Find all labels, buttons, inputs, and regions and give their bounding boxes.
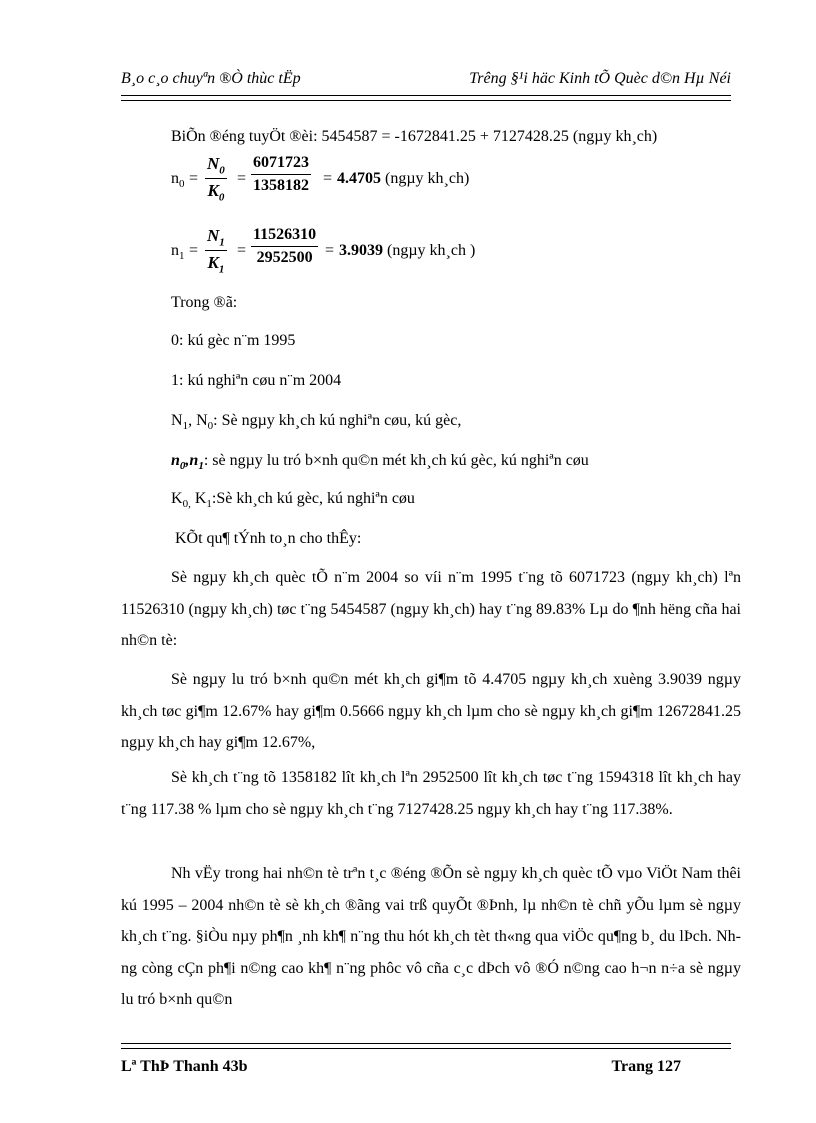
trong-do-label: Trong ®ã: — [171, 294, 238, 311]
research-period-definition: 1: kú nghiªn cøu n¨m 2004 — [171, 372, 342, 389]
result-n1: 3.9039 — [339, 242, 383, 259]
header-university: Trêng §¹i häc Kinh tÕ Quèc d©n Hµ Néi — [469, 70, 731, 87]
header-report-title: B¸o c¸o chuyªn ®Ò thùc tËp — [121, 70, 301, 87]
header-rule — [121, 95, 731, 101]
paragraph-total-change: Sè ngµy kh¸ch quèc tÕ n¨m 2004 so víi n¨m 1995 t¨ng tõ 6071723 (ngµy kh¸ch) lªn 11526310 (ngµy kh¸ch) tøc t¨ng 5454587 (ngµy kh¸ch) hay t¨ng 89.83% Lµ do ¶nh hëng cña hai nh©n tè: — [121, 569, 741, 649]
page-number: Trang 127 — [611, 1058, 681, 1075]
page-header — [121, 70, 731, 92]
fraction-n-over-k: $\frac{N_1}{K_1}$ — [207, 226, 225, 276]
result-n0: 4.4705 — [337, 170, 381, 187]
paragraph-guest-count: Sè kh¸ch t¨ng tõ 1358182 lît kh¸ch lªn 2952500 lît kh¸ch tøc t¨ng 1594318 lît kh¸ch hay t¨ng 117.38 % lµm cho sè ngµy kh¸ch t¨ng 7127428.25 ngµy kh¸ch hay t¨ng 117.38%. — [121, 769, 741, 818]
results-intro: KÕt qu¶ tÝnh to¸n cho thÊy: — [175, 530, 362, 547]
footer-rule — [121, 1043, 731, 1049]
document-page: B¸o c¸o chuyªn ®Ò thùc tËp Trêng §¹i häc Kinh tÕ Quèc d©n Hµ Néi BiÕn ®éng tuyÖt ®èi: 5454587 = -1672841.25 + 7127428.25 (ngµy kh¸ch) $n_0$ = $\frac{N_0}{K_0}$ = $\frac{6071723}{1358182}$ = 4.4705 (ngµy kh¸ch) $n_1$ = $\frac{N_1}{K_1}$ = $\frac{11526310}{2952500}$ = 3.9039 (ngµy kh¸ch ) Trong ®ã: 0: kú gèc n¨m 1995 1: kú nghiªn cøu n¨m 2004 $N_1$, $N_0$: Sè ngµy kh¸ch kú nghiªn cøu, kú gèc, $n_0,n_1$: sè ngµy lu tró b×nh qu©n mét kh¸ch kú gèc, kú nghiªn cøu $K_{0,}$ $K_1:Sè$ kh¸ch kú gèc, kú nghiªn cøu KÕt qu¶ tÝnh to¸n cho thÊy: Sè ngµy kh¸ch quèc tÕ n¨m 2004 so víi n¨m 1995 t¨ng tõ 6071723 (ngµy kh¸ch) lªn 11526310 (ngµy kh¸ch) tøc t¨ng 5454587 (ngµy kh¸ch) hay t¨ng 89.83% Lµ do ¶nh hëng cña hai nh©n tè: Sè ngµy lu tró b×nh qu©n mét kh¸ch gi¶m tõ 4.4705 ngµy kh¸ch xuèng 3.9039 ngµy kh¸ch tøc gi¶m 12.67% hay gi¶m 0.5666 ngµy kh¸ch lµm cho sè ngµy kh¸ch gi¶m 12672841.25 ngµy kh¸ch hay gi¶m 12.67%, Sè kh¸ch t¨ng tõ 1358182 lît kh¸ch lªn 2952500 lît kh¸ch tøc t¨ng 1594318 lît kh¸ch hay t¨ng 117.38 % lµm cho sè ngµy kh¸ch t¨ng 7127428.25 ngµy kh¸ch hay t¨ng 117.38%. Nh vËy trong hai nh©n tè trªn t¸c ®éng ®Õn sè ngµy kh¸ch quèc tÕ vµo ViÖt Nam thêi kú 1995 – 2004 nh©n tè sè kh¸ch ®ãng vai trß quyÕt ®Þnh, lµ nh©n tè chñ yÕu lµm sè ngµy kh¸ch t¨ng. §iÒu nµy ph¶n ¸nh kh¶ n¨ng thu hót kh¸ch tèt th«ng qua viÖc qu¶ng b¸ du lÞch. Nhng còng cÇn ph¶i n©ng cao kh¶ n¨ng phôc vô cña c¸c dÞch vô ®Ó n©ng cao h¬n n÷a sè ngµy lu tró b×nh qu©n Lª ThÞ Thanh 43b Trang 127 — [121, 70, 741, 1075]
n-small-definition: $n_0,n_1$: sè ngµy lu tró b×nh qu©n mét kh¸ch kú gèc, kú nghiªn cøu — [171, 452, 589, 473]
paragraph-average-stay: Sè ngµy lu tró b×nh qu©n mét kh¸ch gi¶m tõ 4.4705 ngµy kh¸ch xuèng 3.9039 ngµy kh¸ch tøc gi¶m 12.67% hay gi¶m 0.5666 ngµy kh¸ch lµm cho sè ngµy kh¸ch gi¶m 12672841.25 ngµy kh¸ch hay gi¶m 12.67%, — [121, 671, 741, 751]
paragraph-conclusion: Nh vËy trong hai nh©n tè trªn t¸c ®éng ®Õn sè ngµy kh¸ch quèc tÕ vµo ViÖt Nam thêi kú 1995 – 2004 nh©n tè sè kh¸ch ®ãng vai trß quyÕt ®Þnh, lµ nh©n tè chñ yÕu lµm sè ngµy kh¸ch t¨ng. §iÒu nµy ph¶n ¸nh kh¶ n¨ng thu hót kh¸ch tèt th«ng qua viÖc qu¶ng b¸ du lÞch. Nhng còng cÇn ph¶i n©ng cao kh¶ n¨ng phôc vô cña c¸c dÞch vô ®Ó n©ng cao h¬n n÷a sè ngµy lu tró b×nh qu©n — [121, 865, 741, 1008]
fraction-values: $\frac{6071723}{1358182}$ — [253, 154, 309, 194]
base-period-definition: 0: kú gèc n¨m 1995 — [171, 332, 296, 349]
footer-author: Lª ThÞ Thanh 43b — [121, 1058, 248, 1075]
absolute-change-line: BiÕn ®éng tuyÖt ®èi: 5454587 = -1672841.25 + 7127428.25 (ngµy kh¸ch) — [171, 128, 658, 145]
fraction-n-over-k: $\frac{N_0}{K_0}$ — [207, 154, 225, 204]
fraction-values: $\frac{11526310}{2952500}$ — [253, 226, 317, 266]
k-definition: $K_{0,}$ $K_1:Sè$ kh¸ch kú gèc, kú nghiªn cøu — [171, 490, 415, 511]
n-capital-definition: $N_1$, $N_0$: Sè ngµy kh¸ch kú nghiªn cøu, kú gèc, — [171, 412, 462, 433]
